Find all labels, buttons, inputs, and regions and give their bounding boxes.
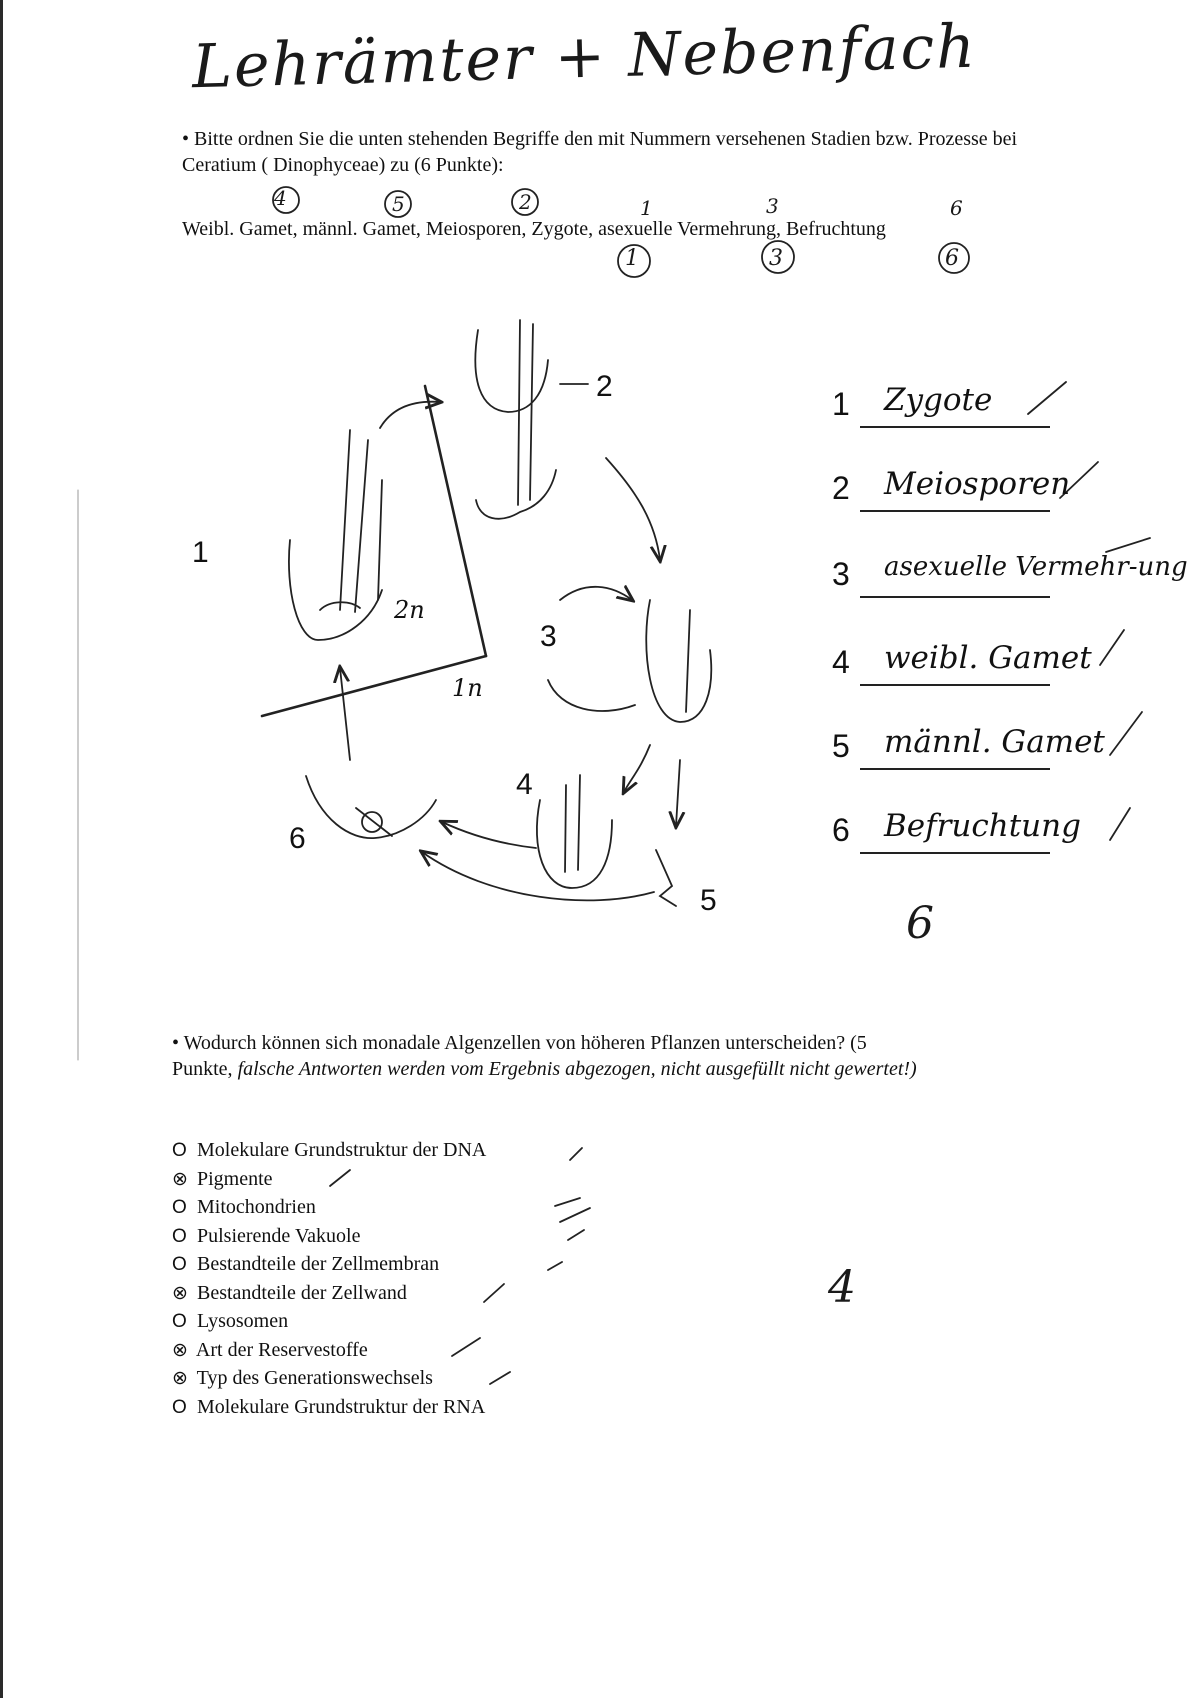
option-label: Art der Reservestoffe (195, 1338, 368, 1361)
page-title: Lehrämter + Nebenfach (191, 11, 978, 103)
option-item[interactable] (172, 1336, 486, 1365)
meiospore-cells (475, 320, 588, 519)
answer-text: Zygote (884, 382, 993, 418)
answer-line (860, 510, 1050, 512)
option-item[interactable] (172, 1364, 486, 1393)
term-annotation: 4 (274, 186, 287, 210)
arrow-4-to-6 (442, 822, 536, 848)
question1-prompt: • Bitte ordnen Sie die unten stehenden Begriffe den mit Nummern versehenen Stadien bzw. Prozesse bei Ceratium ( Dinophyceae) zu (6 Punkte): (182, 128, 1018, 176)
option-checkbox[interactable]: ⊗ (172, 1339, 188, 1361)
arrow-3-cycle (560, 587, 632, 600)
diagram-label-5: 5 (700, 884, 717, 917)
answer-text: männl. Gamet (884, 724, 1105, 760)
ploidy-label-1n: 1n (452, 674, 483, 702)
check-mark (555, 1198, 590, 1240)
annotation-circle (762, 241, 794, 273)
arrow-5-to-6 (422, 852, 654, 900)
option-label: Mitochondrien (197, 1196, 316, 1218)
answer-line (860, 768, 1050, 770)
option-checkbox[interactable]: O (172, 1140, 187, 1161)
option-label: Bestandteile der Zellwand (197, 1281, 407, 1304)
check-mark (484, 1284, 504, 1302)
female-gamete-cell (537, 775, 612, 888)
diagram-label-1: 1 (192, 536, 209, 569)
option-label: Pigmente (197, 1167, 273, 1190)
answer-line (860, 596, 1050, 598)
annotation-circle (618, 245, 650, 277)
answer-text: weibl. Gamet (884, 640, 1092, 676)
option-checkbox[interactable]: O (172, 1311, 187, 1332)
term-annotation: 6 (950, 196, 963, 220)
term-annotation-below: 6 (945, 246, 959, 271)
male-gamete-cell (656, 850, 676, 906)
option-label: Molekulare Grundstruktur der RNA (197, 1395, 486, 1418)
answer-line (860, 426, 1050, 428)
option-label: Pulsierende Vakuole (197, 1224, 361, 1247)
term-annotation-below: 1 (625, 246, 639, 271)
answer-number: 1 (832, 386, 850, 422)
option-checkbox[interactable]: O (172, 1396, 187, 1418)
question2-prompt-points: Punkte, (172, 1058, 233, 1080)
option-item[interactable] (172, 1136, 486, 1165)
diagram-label-3: 3 (540, 620, 557, 653)
question2-prompt-note: falsche Antworten werden vom Ergebnis abgezogen, nicht ausgefüllt nicht gewertet!) (237, 1058, 917, 1080)
answer-text: Meiosporen (884, 466, 1071, 502)
answer-row (832, 552, 1188, 592)
answer-text: Befruchtung (884, 808, 1081, 844)
answer-line (860, 684, 1050, 686)
check-mark (548, 1262, 562, 1270)
annotation-circle (939, 243, 969, 273)
question2-prompt-main: • Wodurch können sich monadale Algenzellen von höheren Pflanzen unterscheiden? (5 (172, 1032, 867, 1054)
arrow-3-to-5 (676, 760, 680, 826)
ploidy-border-line (425, 386, 486, 656)
answer-text: asexuelle Vermehr-ung (884, 552, 1188, 582)
option-checkbox[interactable]: ⊗ (172, 1368, 188, 1389)
answer-row (832, 808, 1172, 848)
option-checkbox[interactable]: O (172, 1254, 187, 1275)
question2-prompt-second-line (172, 1056, 1072, 1082)
answer-number: 3 (832, 556, 850, 592)
option-item[interactable] (172, 1279, 486, 1308)
annotation-circle (273, 187, 299, 213)
zygote-cell (289, 430, 382, 640)
answer-number: 4 (832, 644, 850, 680)
term-annotation: 2 (519, 190, 532, 214)
term-annotation: 1 (640, 196, 653, 220)
answer-row (832, 724, 1172, 764)
term-annotation: 3 (766, 194, 779, 218)
option-label: Lysosomen (197, 1310, 289, 1332)
diagram-label-2: 2 (596, 370, 613, 403)
score-question2: 4 (828, 1262, 856, 1313)
answer-number: 2 (832, 470, 850, 506)
answer-line (860, 852, 1050, 854)
option-checkbox[interactable]: ⊗ (172, 1168, 188, 1190)
option-checkbox[interactable]: ⊗ (172, 1282, 188, 1304)
answer-row (832, 382, 1172, 422)
arrow-3-to-4 (624, 745, 650, 792)
option-item[interactable] (172, 1222, 486, 1251)
check-mark (570, 1148, 582, 1160)
annotation-circle (385, 191, 411, 217)
option-label: Typ des Generationswechsels (196, 1367, 433, 1389)
option-checkbox[interactable]: O (172, 1197, 187, 1218)
option-item[interactable] (172, 1393, 486, 1422)
ploidy-label-2n: 2n (394, 596, 425, 624)
term-annotation-below: 3 (769, 246, 783, 271)
answer-row (832, 466, 1172, 506)
answer-row (832, 640, 1172, 680)
fertilization-cell (306, 776, 436, 838)
option-item[interactable] (172, 1307, 486, 1336)
option-label: Bestandteile der Zellmembran (197, 1253, 440, 1275)
answer-number: 5 (832, 728, 850, 764)
answer-options-list (172, 1136, 486, 1421)
answer-number: 6 (832, 812, 850, 848)
arrow-6-to-1 (340, 668, 350, 760)
check-mark (490, 1372, 510, 1384)
term-annotation: 5 (392, 192, 405, 216)
diagram-label-6: 6 (289, 822, 306, 855)
diagram-label-4: 4 (516, 768, 533, 801)
question2-prompt (172, 1030, 1072, 1082)
option-item[interactable] (172, 1250, 486, 1279)
question1-terms: Weibl. Gamet, männl. Gamet, Meiosporen, Zygote, asexuelle Vermehrung, Befruchtung (182, 218, 886, 240)
arrow-2-to-3 (606, 458, 660, 560)
option-checkbox[interactable]: O (172, 1225, 187, 1247)
check-mark (1106, 538, 1150, 552)
score-question1: 6 (906, 898, 934, 949)
annotation-circle (512, 189, 538, 215)
asexual-division-cells (548, 600, 711, 722)
option-item[interactable] (172, 1165, 486, 1194)
option-item[interactable] (172, 1193, 486, 1222)
option-label: Molekulare Grundstruktur der DNA (197, 1139, 487, 1161)
